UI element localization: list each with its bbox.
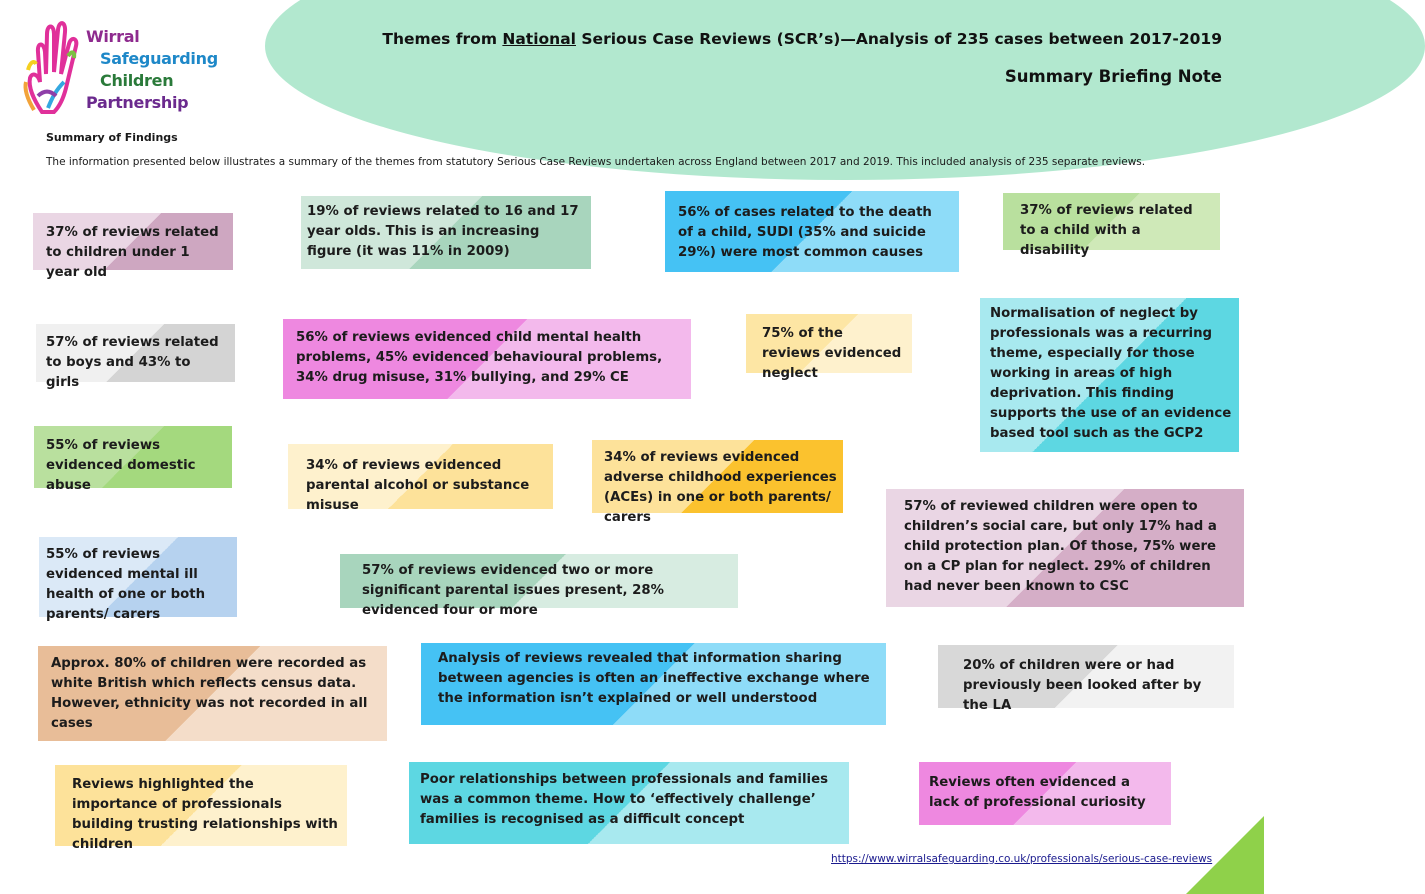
logo-line-3: Children: [100, 71, 174, 90]
finding-trusting-relationships: Reviews highlighted the importance of professionals building trusting relationships with children: [55, 765, 347, 846]
hands-logo-icon: [20, 12, 80, 116]
logo-line-1: Wirral: [86, 27, 140, 46]
finding-ethnicity: Approx. 80% of children were recorded as white British which reflects census data. However, ethnicity was not recorded in all cases: [38, 646, 387, 741]
finding-16-17-year-olds: 19% of reviews related to 16 and 17 year olds. This is an increasing figure (it was 11% in 2009): [301, 196, 591, 269]
finding-domestic-abuse: 55% of reviews evidenced domestic abuse: [34, 426, 232, 488]
finding-parental-alcohol: 34% of reviews evidenced parental alcohol or substance misuse: [288, 444, 553, 509]
finding-information-sharing: Analysis of reviews revealed that information sharing between agencies is often an ineffective exchange where the information isn’t explained or well understood: [421, 643, 886, 725]
page-title: Themes from National Serious Case Reviews (SCR’s)—Analysis of 235 cases between 2017-2019: [382, 30, 1222, 48]
serious-case-reviews-link[interactable]: https://www.wirralsafeguarding.co.uk/professionals/serious-case-reviews: [831, 853, 1213, 865]
summary-heading: Summary of Findings: [46, 131, 178, 144]
finding-parental-issues: 57% of reviews evidenced two or more significant parental issues present, 28% evidenced four or more: [340, 554, 738, 608]
finding-child-mental-health: 56% of reviews evidenced child mental health problems, 45% evidenced behavioural problems, 34% drug misuse, 31% bullying, and 29% CE: [283, 319, 691, 399]
finding-normalisation-of-neglect: Normalisation of neglect by professionals was a recurring theme, especially for those working in areas of high deprivation. This finding supports the use of an evidence based tool such as the GCP2: [980, 298, 1239, 452]
wscp-logo: [20, 12, 218, 120]
summary-intro: The information presented below illustrates a summary of the themes from statutory Serious Case Reviews undertaken across England between 2017 and 2019. This included analysis of 235 separate reviews.: [46, 156, 1146, 168]
logo-text: [86, 26, 218, 114]
finding-aces: 34% of reviews evidenced adverse childhood experiences (ACEs) in one or both parents/ carers: [592, 440, 843, 513]
finding-death-of-child: 56% of cases related to the death of a child, SUDI (35% and suicide 29%) were most common causes: [665, 191, 959, 272]
finding-disability: 37% of reviews related to a child with a disability: [1003, 193, 1220, 250]
header-ellipse: [265, 0, 1425, 180]
logo-line-2: Safeguarding: [100, 49, 218, 68]
logo-line-4: Partnership: [86, 93, 189, 112]
finding-professional-curiosity: Reviews often evidenced a lack of professional curiosity: [919, 762, 1171, 825]
finding-parental-mental-health: 55% of reviews evidenced mental ill health of one or both parents/ carers: [39, 537, 237, 617]
finding-poor-relationships: Poor relationships between professionals and families was a common theme. How to ‘effectively challenge’ families is recognised as a difficult concept: [409, 762, 849, 844]
finding-childrens-social-care: 57% of reviewed children were open to children’s social care, but only 17% had a child protection plan. Of those, 75% were on a CP plan for neglect. 29% of children had never been known to CSC: [886, 489, 1244, 607]
finding-looked-after: 20% of children were or had previously been looked after by the LA: [938, 645, 1234, 708]
finding-boys-girls: 57% of reviews related to boys and 43% to girls: [36, 324, 235, 382]
finding-neglect: 75% of the reviews evidenced neglect: [746, 314, 912, 373]
finding-under-1-year: 37% of reviews related to children under 1 year old: [33, 213, 233, 270]
title-emphasis: National: [502, 30, 576, 48]
page-subtitle: Summary Briefing Note: [1004, 67, 1222, 86]
